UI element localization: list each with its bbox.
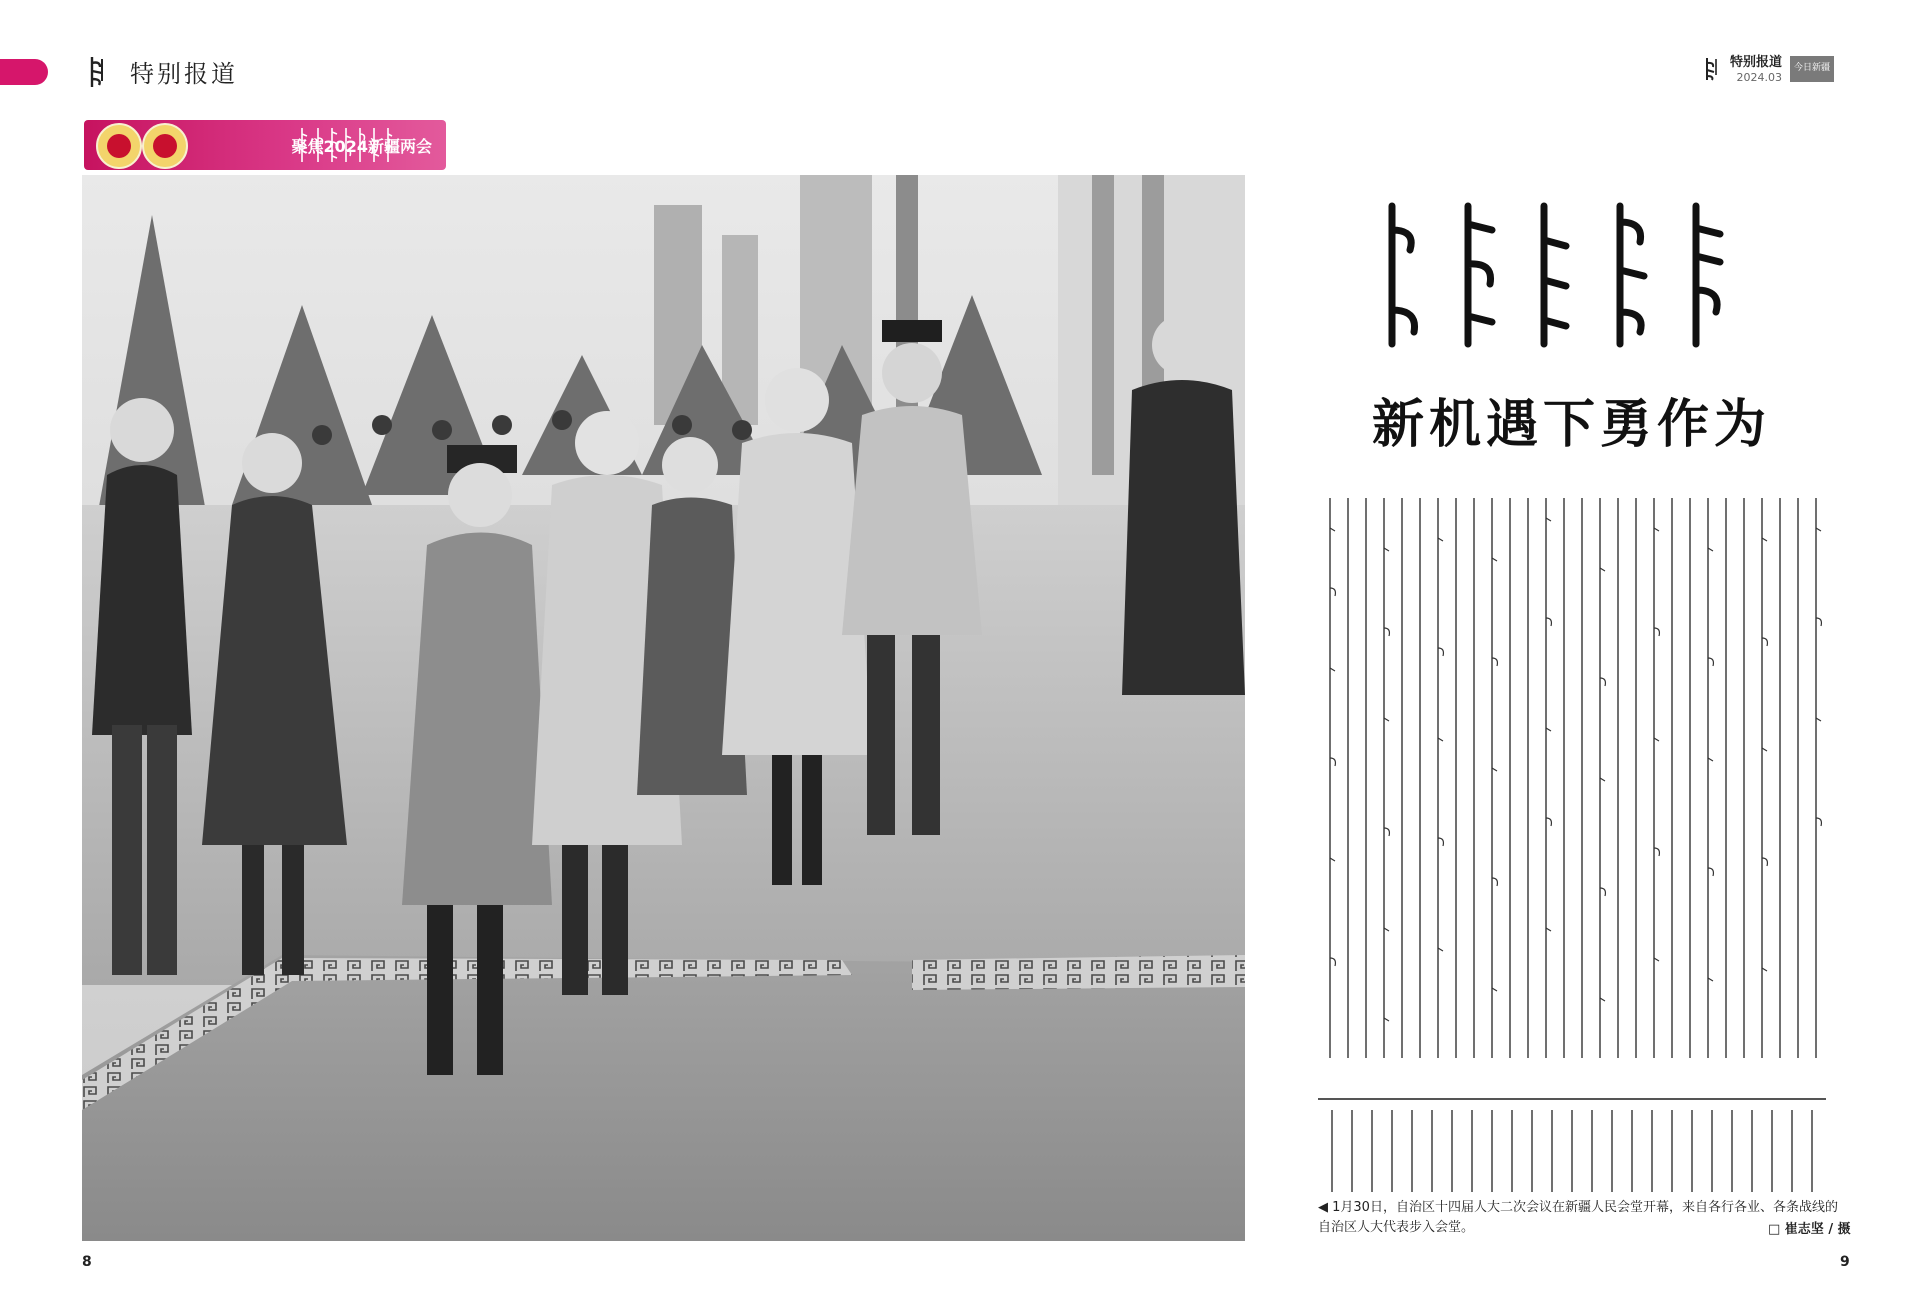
section-tab: [0, 59, 48, 85]
mongolian-body-text: [1320, 498, 1822, 1058]
photo-credit: □ 崔志坚 / 摄: [1768, 1222, 1851, 1237]
article-headline: 新机遇下勇作为: [1372, 395, 1772, 455]
magazine-logo: 今日新疆: [1790, 56, 1834, 82]
national-emblem-icon: [96, 123, 142, 169]
photo-illustration: [82, 175, 1245, 1241]
caption-divider: [1318, 1098, 1826, 1100]
right-page: [1256, 0, 1920, 1312]
mongolian-script-mark: [86, 55, 110, 89]
delegates-photo: [82, 175, 1245, 1241]
page-number: 8: [82, 1254, 92, 1270]
mongolian-script-mark: [1702, 56, 1722, 82]
right-page-header: [1702, 56, 1834, 83]
topic-banner: [84, 120, 446, 170]
header-title: 特别报道: [1730, 55, 1783, 70]
page-number: 9: [1840, 1254, 1850, 1270]
issue-date: 2024.03: [1736, 71, 1783, 84]
header-text: [1730, 56, 1782, 83]
photo-caption: ◀ 1月30日，自治区十四届人大二次会议在新疆人民会堂开幕，来自各行各业、各条战线的自治区人大代表步入会堂。: [1318, 1200, 1838, 1235]
left-page-header: [86, 54, 238, 89]
mongolian-headline: [1372, 200, 1752, 350]
mongolian-caption: [1318, 1104, 1826, 1196]
banner-title: 聚焦2024新疆两会: [291, 137, 432, 156]
section-title: 特别报道: [130, 60, 238, 88]
npc-emblem-icon: [142, 123, 188, 169]
